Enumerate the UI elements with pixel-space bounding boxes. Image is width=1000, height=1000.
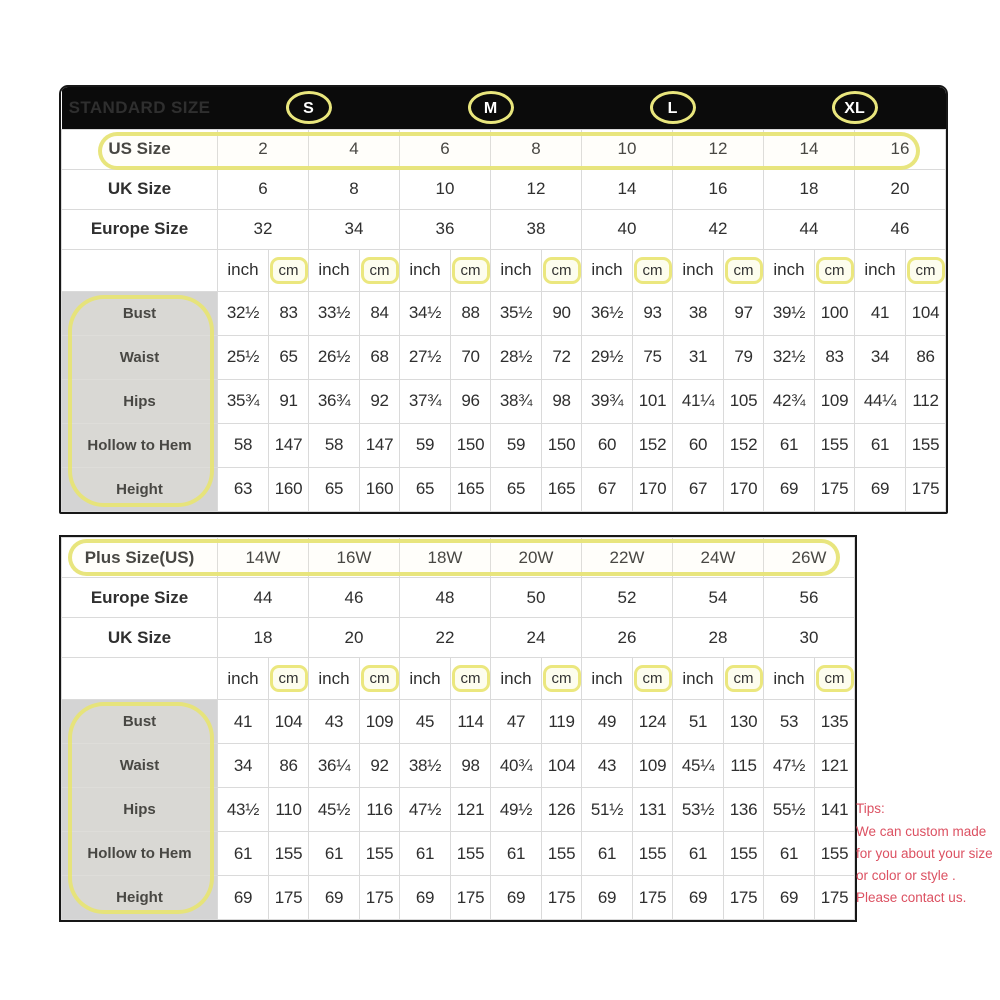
size-cell: 14 — [764, 129, 855, 169]
size-cell: 24 — [491, 618, 582, 658]
cm-unit-cell — [269, 658, 309, 700]
measurement-cm-cell: 175 — [906, 467, 946, 511]
size-cell: 6 — [400, 129, 491, 169]
inch-unit-label: inch — [764, 249, 815, 291]
measurement-cm-cell: 160 — [360, 467, 400, 511]
size-cell: 34 — [309, 209, 400, 249]
unit-row — [62, 658, 855, 700]
measurement-inch-cell: 41¼ — [673, 379, 724, 423]
measurement-cm-cell: 88 — [451, 291, 491, 335]
size-cell: 2 — [218, 129, 309, 169]
standard-size-table-grid — [61, 87, 946, 512]
inch-unit-label: inch — [673, 658, 724, 700]
measurement-cm-cell: 126 — [542, 788, 582, 832]
measurement-cm-cell: 136 — [724, 788, 764, 832]
row-label: Europe Size — [62, 209, 218, 249]
measurement-cm-cell: 83 — [269, 291, 309, 335]
measurement-row — [62, 788, 855, 832]
measurement-inch-cell: 61 — [218, 832, 269, 876]
size-cell: 20 — [309, 618, 400, 658]
measurement-cm-cell: 150 — [451, 423, 491, 467]
tips-line: We can custom made — [856, 824, 987, 839]
size-cell: 16 — [673, 169, 764, 209]
measurement-cm-cell: 170 — [633, 467, 673, 511]
measurement-inch-cell: 38 — [673, 291, 724, 335]
size-badge-m: M — [468, 91, 514, 124]
measurement-inch-cell: 67 — [673, 467, 724, 511]
size-group-cell — [218, 87, 400, 129]
row-label: Plus Size(US) — [62, 538, 218, 578]
measurement-inch-cell: 69 — [309, 876, 360, 920]
measurement-inch-cell: 42¾ — [764, 379, 815, 423]
measurement-cm-cell: 155 — [815, 832, 855, 876]
measurement-inch-cell: 38¾ — [491, 379, 542, 423]
measurement-cm-cell: 68 — [360, 335, 400, 379]
cm-unit-cell — [360, 249, 400, 291]
measurement-row — [62, 700, 855, 744]
measurement-cm-cell: 119 — [542, 700, 582, 744]
measurement-cm-cell: 155 — [633, 832, 673, 876]
size-cell: 16 — [855, 129, 946, 169]
measurement-inch-cell: 61 — [673, 832, 724, 876]
cm-unit-highlight: cm — [816, 665, 854, 692]
size-row — [62, 538, 855, 578]
cm-unit-highlight: cm — [270, 665, 308, 692]
measurement-inch-cell: 61 — [764, 423, 815, 467]
cm-unit-highlight: cm — [543, 257, 581, 284]
cm-unit-cell — [451, 249, 491, 291]
size-cell: 6 — [218, 169, 309, 209]
measurement-cm-cell: 97 — [724, 291, 764, 335]
measurement-inch-cell: 69 — [764, 876, 815, 920]
measurement-cm-cell: 100 — [815, 291, 855, 335]
measurement-inch-cell: 69 — [764, 467, 815, 511]
measurement-inch-cell: 35¾ — [218, 379, 269, 423]
measurement-inch-cell: 67 — [582, 467, 633, 511]
measurement-inch-cell: 69 — [218, 876, 269, 920]
measurement-row — [62, 379, 946, 423]
measurement-cm-cell: 91 — [269, 379, 309, 423]
measurement-row — [62, 832, 855, 876]
measurement-inch-cell: 41 — [855, 291, 906, 335]
row-label: Europe Size — [62, 578, 218, 618]
cm-unit-cell — [633, 249, 673, 291]
size-cell: 38 — [491, 209, 582, 249]
measurement-cm-cell: 155 — [269, 832, 309, 876]
cm-unit-highlight: cm — [634, 665, 672, 692]
size-cell: 56 — [764, 578, 855, 618]
cm-unit-highlight: cm — [270, 257, 308, 284]
measurement-row — [62, 423, 946, 467]
measurement-row-label: Bust — [62, 291, 218, 335]
measurement-cm-cell: 147 — [269, 423, 309, 467]
measurement-row-label: Waist — [62, 744, 218, 788]
measurement-inch-cell: 39½ — [764, 291, 815, 335]
cm-unit-cell — [633, 658, 673, 700]
size-cell: 46 — [309, 578, 400, 618]
measurement-inch-cell: 32½ — [218, 291, 269, 335]
size-cell: 22W — [582, 538, 673, 578]
size-cell: 10 — [582, 129, 673, 169]
plus-size-table — [59, 535, 857, 922]
size-cell: 14 — [582, 169, 673, 209]
measurement-row-label: Height — [62, 876, 218, 920]
cm-unit-highlight: cm — [634, 257, 672, 284]
measurement-inch-cell: 60 — [673, 423, 724, 467]
measurement-inch-cell: 41 — [218, 700, 269, 744]
measurement-inch-cell: 53 — [764, 700, 815, 744]
measurement-inch-cell: 59 — [400, 423, 451, 467]
size-cell: 16W — [309, 538, 400, 578]
measurement-inch-cell: 49½ — [491, 788, 542, 832]
size-cell: 36 — [400, 209, 491, 249]
size-row — [62, 578, 855, 618]
measurement-cm-cell: 124 — [633, 700, 673, 744]
row-label: UK Size — [62, 618, 218, 658]
measurement-cm-cell: 130 — [724, 700, 764, 744]
measurement-inch-cell: 39¾ — [582, 379, 633, 423]
measurement-row-label: Bust — [62, 700, 218, 744]
measurement-cm-cell: 98 — [451, 744, 491, 788]
measurement-inch-cell: 49 — [582, 700, 633, 744]
measurement-cm-cell: 131 — [633, 788, 673, 832]
row-label: US Size — [62, 129, 218, 169]
measurement-inch-cell: 44¼ — [855, 379, 906, 423]
measurement-cm-cell: 155 — [906, 423, 946, 467]
measurement-cm-cell: 104 — [269, 700, 309, 744]
size-cell: 8 — [491, 129, 582, 169]
measurement-inch-cell: 38½ — [400, 744, 451, 788]
measurement-cm-cell: 84 — [360, 291, 400, 335]
measurement-cm-cell: 109 — [633, 744, 673, 788]
measurement-row-label: Hips — [62, 379, 218, 423]
inch-unit-label: inch — [309, 658, 360, 700]
measurement-inch-cell: 61 — [491, 832, 542, 876]
inch-unit-label: inch — [218, 249, 269, 291]
size-badge-s: S — [286, 91, 332, 124]
measurement-inch-cell: 69 — [855, 467, 906, 511]
size-group-cell — [582, 87, 764, 129]
size-cell: 18 — [764, 169, 855, 209]
measurement-cm-cell: 175 — [815, 467, 855, 511]
table-title: STANDARD SIZE — [62, 87, 218, 129]
cm-unit-cell — [815, 658, 855, 700]
measurement-inch-cell: 47½ — [400, 788, 451, 832]
size-cell: 32 — [218, 209, 309, 249]
cm-unit-cell — [724, 249, 764, 291]
measurement-inch-cell: 29½ — [582, 335, 633, 379]
tips-line: Please contact us. — [856, 890, 967, 905]
measurement-cm-cell: 135 — [815, 700, 855, 744]
measurement-inch-cell: 31 — [673, 335, 724, 379]
cm-unit-highlight: cm — [452, 665, 490, 692]
measurement-inch-cell: 34 — [218, 744, 269, 788]
size-cell: 26W — [764, 538, 855, 578]
measurement-row-label: Waist — [62, 335, 218, 379]
measurement-inch-cell: 60 — [582, 423, 633, 467]
measurement-cm-cell: 92 — [360, 379, 400, 423]
measurement-cm-cell: 175 — [724, 876, 764, 920]
measurement-cm-cell: 160 — [269, 467, 309, 511]
measurement-cm-cell: 70 — [451, 335, 491, 379]
size-cell: 54 — [673, 578, 764, 618]
measurement-cm-cell: 155 — [542, 832, 582, 876]
measurement-inch-cell: 36¼ — [309, 744, 360, 788]
measurement-cm-cell: 93 — [633, 291, 673, 335]
measurement-inch-cell: 69 — [400, 876, 451, 920]
measurement-inch-cell: 63 — [218, 467, 269, 511]
size-row — [62, 169, 946, 209]
inch-unit-label: inch — [218, 658, 269, 700]
measurement-cm-cell: 92 — [360, 744, 400, 788]
measurement-inch-cell: 58 — [218, 423, 269, 467]
measurement-inch-cell: 47 — [491, 700, 542, 744]
measurement-inch-cell: 65 — [309, 467, 360, 511]
measurement-cm-cell: 75 — [633, 335, 673, 379]
measurement-inch-cell: 61 — [855, 423, 906, 467]
measurement-cm-cell: 109 — [815, 379, 855, 423]
cm-unit-cell — [542, 249, 582, 291]
plus-size-table-grid — [61, 537, 855, 920]
size-cell: 50 — [491, 578, 582, 618]
measurement-cm-cell: 101 — [633, 379, 673, 423]
measurement-row-label: Height — [62, 467, 218, 511]
table-header-row — [62, 87, 946, 129]
measurement-inch-cell: 26½ — [309, 335, 360, 379]
measurement-cm-cell: 112 — [906, 379, 946, 423]
measurement-inch-cell: 36¾ — [309, 379, 360, 423]
cm-unit-highlight: cm — [725, 257, 763, 284]
size-badge-xl: XL — [832, 91, 878, 124]
measurement-cm-cell: 121 — [815, 744, 855, 788]
size-group-cell — [764, 87, 946, 129]
measurement-inch-cell: 27½ — [400, 335, 451, 379]
measurement-cm-cell: 155 — [451, 832, 491, 876]
tips-note — [856, 798, 1000, 909]
size-cell: 20 — [855, 169, 946, 209]
inch-unit-label: inch — [491, 658, 542, 700]
measurement-cm-cell: 155 — [815, 423, 855, 467]
measurement-inch-cell: 35½ — [491, 291, 542, 335]
size-cell: 46 — [855, 209, 946, 249]
size-row — [62, 129, 946, 169]
standard-size-table — [59, 85, 948, 514]
measurement-inch-cell: 69 — [582, 876, 633, 920]
size-cell: 18W — [400, 538, 491, 578]
measurement-cm-cell: 104 — [542, 744, 582, 788]
measurement-cm-cell: 155 — [360, 832, 400, 876]
inch-unit-label: inch — [764, 658, 815, 700]
size-cell: 18 — [218, 618, 309, 658]
size-cell: 24W — [673, 538, 764, 578]
cm-unit-cell — [906, 249, 946, 291]
cm-unit-highlight: cm — [907, 257, 945, 284]
measurement-inch-cell: 45¼ — [673, 744, 724, 788]
measurement-cm-cell: 147 — [360, 423, 400, 467]
measurement-inch-cell: 25½ — [218, 335, 269, 379]
size-cell: 12 — [673, 129, 764, 169]
measurement-inch-cell: 53½ — [673, 788, 724, 832]
measurement-cm-cell: 175 — [542, 876, 582, 920]
size-row — [62, 618, 855, 658]
inch-unit-label: inch — [400, 658, 451, 700]
size-cell: 44 — [218, 578, 309, 618]
measurement-inch-cell: 28½ — [491, 335, 542, 379]
measurement-cm-cell: 170 — [724, 467, 764, 511]
measurement-inch-cell: 33½ — [309, 291, 360, 335]
size-badge-l: L — [650, 91, 696, 124]
measurement-inch-cell: 37¾ — [400, 379, 451, 423]
size-cell: 14W — [218, 538, 309, 578]
inch-unit-label: inch — [855, 249, 906, 291]
measurement-inch-cell: 45½ — [309, 788, 360, 832]
cm-unit-highlight: cm — [816, 257, 854, 284]
measurement-cm-cell: 83 — [815, 335, 855, 379]
measurement-cm-cell: 165 — [451, 467, 491, 511]
size-cell: 4 — [309, 129, 400, 169]
measurement-inch-cell: 43 — [309, 700, 360, 744]
measurement-inch-cell: 40¾ — [491, 744, 542, 788]
measurement-cm-cell: 152 — [633, 423, 673, 467]
measurement-cm-cell: 109 — [360, 700, 400, 744]
measurement-cm-cell: 86 — [269, 744, 309, 788]
tips-title: Tips: — [856, 801, 885, 816]
size-cell: 22 — [400, 618, 491, 658]
size-group-cell — [400, 87, 582, 129]
tips-line: or color or style . — [856, 868, 956, 883]
size-cell: 12 — [491, 169, 582, 209]
measurement-inch-cell: 61 — [764, 832, 815, 876]
inch-unit-label: inch — [582, 658, 633, 700]
measurement-cm-cell: 86 — [906, 335, 946, 379]
cm-unit-highlight: cm — [361, 665, 399, 692]
measurement-cm-cell: 165 — [542, 467, 582, 511]
measurement-cm-cell: 104 — [906, 291, 946, 335]
cm-unit-cell — [815, 249, 855, 291]
measurement-cm-cell: 72 — [542, 335, 582, 379]
measurement-cm-cell: 65 — [269, 335, 309, 379]
measurement-cm-cell: 110 — [269, 788, 309, 832]
measurement-inch-cell: 51 — [673, 700, 724, 744]
measurement-inch-cell: 36½ — [582, 291, 633, 335]
measurement-cm-cell: 175 — [633, 876, 673, 920]
measurement-cm-cell: 105 — [724, 379, 764, 423]
cm-unit-cell — [724, 658, 764, 700]
measurement-inch-cell: 61 — [400, 832, 451, 876]
measurement-row — [62, 335, 946, 379]
measurement-cm-cell: 90 — [542, 291, 582, 335]
cm-unit-cell — [360, 658, 400, 700]
inch-unit-label: inch — [491, 249, 542, 291]
measurement-row — [62, 467, 946, 511]
cm-unit-highlight: cm — [361, 257, 399, 284]
size-cell: 52 — [582, 578, 673, 618]
cm-unit-cell — [269, 249, 309, 291]
unit-corner-cell — [62, 658, 218, 700]
size-cell: 30 — [764, 618, 855, 658]
cm-unit-cell — [542, 658, 582, 700]
inch-unit-label: inch — [309, 249, 360, 291]
inch-unit-label: inch — [400, 249, 451, 291]
measurement-row — [62, 291, 946, 335]
unit-row — [62, 249, 946, 291]
measurement-row-label: Hollow to Hem — [62, 423, 218, 467]
size-cell: 42 — [673, 209, 764, 249]
measurement-inch-cell: 55½ — [764, 788, 815, 832]
size-cell: 8 — [309, 169, 400, 209]
measurement-inch-cell: 69 — [673, 876, 724, 920]
cm-unit-highlight: cm — [543, 665, 581, 692]
measurement-cm-cell: 175 — [360, 876, 400, 920]
measurement-cm-cell: 98 — [542, 379, 582, 423]
size-cell: 26 — [582, 618, 673, 658]
size-row — [62, 209, 946, 249]
measurement-row — [62, 744, 855, 788]
measurement-inch-cell: 59 — [491, 423, 542, 467]
measurement-row — [62, 876, 855, 920]
measurement-inch-cell: 69 — [491, 876, 542, 920]
size-cell: 10 — [400, 169, 491, 209]
measurement-cm-cell: 96 — [451, 379, 491, 423]
measurement-cm-cell: 175 — [815, 876, 855, 920]
size-cell: 44 — [764, 209, 855, 249]
measurement-row-label: Hollow to Hem — [62, 832, 218, 876]
tips-line: for you about your size — [856, 846, 993, 861]
size-cell: 20W — [491, 538, 582, 578]
measurement-inch-cell: 58 — [309, 423, 360, 467]
measurement-inch-cell: 65 — [491, 467, 542, 511]
cm-unit-highlight: cm — [725, 665, 763, 692]
measurement-cm-cell: 155 — [724, 832, 764, 876]
measurement-inch-cell: 47½ — [764, 744, 815, 788]
measurement-cm-cell: 121 — [451, 788, 491, 832]
inch-unit-label: inch — [582, 249, 633, 291]
size-cell: 40 — [582, 209, 673, 249]
measurement-cm-cell: 175 — [451, 876, 491, 920]
measurement-inch-cell: 51½ — [582, 788, 633, 832]
unit-corner-cell — [62, 249, 218, 291]
row-label: UK Size — [62, 169, 218, 209]
measurement-cm-cell: 175 — [269, 876, 309, 920]
measurement-inch-cell: 45 — [400, 700, 451, 744]
measurement-inch-cell: 43 — [582, 744, 633, 788]
measurement-inch-cell: 65 — [400, 467, 451, 511]
cm-unit-cell — [451, 658, 491, 700]
size-cell: 48 — [400, 578, 491, 618]
measurement-inch-cell: 34 — [855, 335, 906, 379]
cm-unit-highlight: cm — [452, 257, 490, 284]
measurement-inch-cell: 34½ — [400, 291, 451, 335]
measurement-cm-cell: 115 — [724, 744, 764, 788]
measurement-inch-cell: 43½ — [218, 788, 269, 832]
measurement-cm-cell: 79 — [724, 335, 764, 379]
measurement-cm-cell: 114 — [451, 700, 491, 744]
inch-unit-label: inch — [673, 249, 724, 291]
measurement-cm-cell: 150 — [542, 423, 582, 467]
measurement-inch-cell: 61 — [309, 832, 360, 876]
measurement-cm-cell: 116 — [360, 788, 400, 832]
size-cell: 28 — [673, 618, 764, 658]
measurement-row-label: Hips — [62, 788, 218, 832]
measurement-cm-cell: 141 — [815, 788, 855, 832]
measurement-inch-cell: 32½ — [764, 335, 815, 379]
measurement-cm-cell: 152 — [724, 423, 764, 467]
measurement-inch-cell: 61 — [582, 832, 633, 876]
